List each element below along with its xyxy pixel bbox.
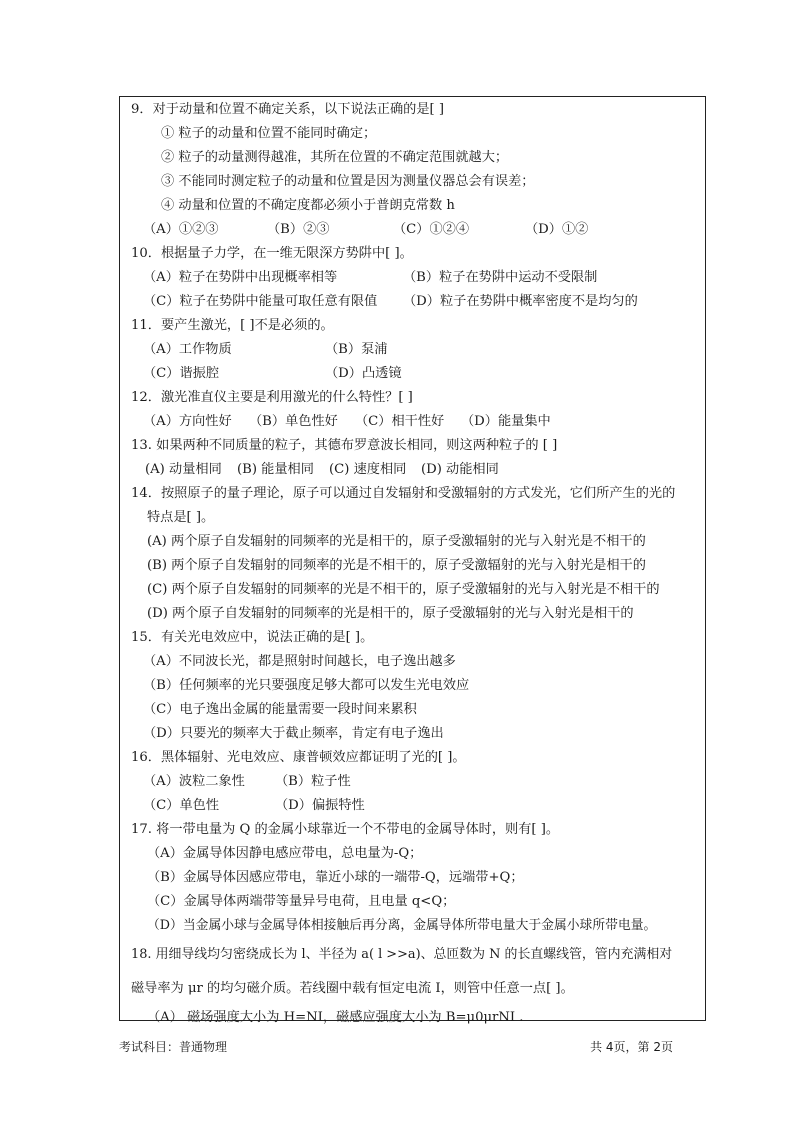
question-stem: 16．黑体辐射、光电效应、康普顿效应都证明了光的[ ]。 — [131, 750, 466, 765]
option-b: （B）单色性好 — [249, 414, 338, 429]
statement-item: ③ 不能同时测定粒子的动量和位置是因为测量仪器总会有误差； — [161, 174, 535, 189]
statement-item: ② 粒子的动量测得越准，其所在位置的不确定范围就越大； — [161, 150, 509, 165]
option-a: （A）不同波长光，都是照射时间越长，电子逸出越多 — [143, 654, 456, 669]
option-b: (B) 能量相同 — [237, 462, 314, 477]
question-stem-continued: 特点是[ ]。 — [147, 510, 215, 525]
option-d: （D）凸透镜 — [325, 366, 402, 381]
option-b: （B）泵浦 — [325, 342, 388, 357]
question-stem: 9．对于动量和位置不确定关系，以下说法正确的是[ ] — [131, 102, 444, 117]
option-c: (C) 两个原子自发辐射的同频率的光是不相干的，原子受激辐射的光与入射光是不相干的 — [147, 582, 660, 597]
option-d: （D）当金属小球与金属导体相接触后再分离，金属导体所带电量大于金属小球所带电量。 — [147, 918, 657, 933]
question-12 — [131, 386, 711, 434]
option-d: (D) 两个原子自发辐射的同频率的光是相干的，原子受激辐射的光与入射光是相干的 — [147, 606, 634, 621]
question-stem: 14．按照原子的量子理论，原子可以通过自发辐射和受激辐射的方式发光，它们所产生的光的 — [131, 486, 676, 501]
question-18 — [131, 938, 711, 1030]
option-c: (C) 速度相同 — [329, 462, 407, 477]
options-row — [131, 218, 711, 242]
option-a: (A) 动量相同 — [145, 462, 222, 477]
options-row — [131, 410, 711, 434]
option-b: （B）金属导体因感应带电，靠近小球的一端带-Q，远端带+Q； — [147, 870, 524, 885]
option-b: (B) 两个原子自发辐射的同频率的光是不相干的，原子受激辐射的光与入射光是相干的 — [147, 558, 646, 573]
exam-subject: 考试科目：普通物理 — [119, 1040, 228, 1054]
options-row — [131, 362, 711, 386]
option-d: （D）①② — [525, 222, 589, 237]
option-a: （A）①②③ — [143, 222, 219, 237]
question-stem: 17. 将一带电量为 Q 的金属小球靠近一个不带电的金属导体时，则有[ ]。 — [131, 822, 560, 837]
option-a: （A）金属导体因静电感应带电，总电量为-Q； — [147, 846, 423, 861]
statement-item: ④ 动量和位置的不确定度都必须小于普朗克常数 h — [161, 198, 455, 213]
options-row — [131, 794, 711, 818]
question-17 — [131, 818, 711, 938]
question-stem: 11．要产生激光，[ ]不是必须的。 — [131, 318, 334, 333]
option-b: （B）粒子在势阱中运动不受限制 — [403, 270, 598, 285]
option-c: （C）粒子在势阱中能量可取任意有限值 — [143, 294, 378, 309]
option-a: （A） 磁场强度大小为 H=NI，磁感应强度大小为 B=μ0μrNI . — [147, 1010, 524, 1025]
option-a: （A）波粒二象性 — [143, 774, 245, 789]
option-b: （B）粒子性 — [275, 774, 351, 789]
question-stem: 12．激光准直仪主要是利用激光的什么特性？[ ] — [131, 390, 413, 405]
options-row — [131, 770, 711, 794]
options-row — [131, 266, 711, 290]
option-c: （C）金属导体两端带等量异号电荷，且电量 q<Q； — [147, 894, 456, 909]
option-d: （D）偏振特性 — [275, 798, 365, 813]
question-10 — [131, 242, 711, 314]
question-stem: 18. 用细导线均匀密绕成长为 l、半径为 a( l >>a)、总匝数为 N 的长直螺线管，管内充满相对 — [131, 947, 673, 962]
question-stem: 15．有关光电效应中，说法正确的是[ ]。 — [131, 630, 374, 645]
option-a: (A) 两个原子自发辐射的同频率的光是相干的，原子受激辐射的光与入射光是不相干的 — [147, 534, 646, 549]
options-row — [131, 290, 711, 314]
option-d: （D）只要光的频率大于截止频率，肯定有电子逸出 — [143, 726, 444, 741]
option-d: （D）粒子在势阱中概率密度不是均匀的 — [403, 294, 638, 309]
option-b: （B）任何频率的光只要强度足够大都可以发生光电效应 — [143, 678, 470, 693]
question-9 — [131, 98, 711, 242]
question-15 — [131, 626, 711, 746]
option-b: （B）②③ — [267, 222, 330, 237]
option-d: （D）能量集中 — [461, 414, 551, 429]
options-row — [131, 338, 711, 362]
option-c: （C）单色性 — [143, 798, 220, 813]
page-number: 共 4页，第 2页 — [590, 1040, 673, 1054]
option-d: (D) 动能相同 — [421, 462, 499, 477]
option-a: （A）方向性好 — [143, 414, 232, 429]
option-c: （C）①②④ — [393, 222, 470, 237]
option-a: （A）工作物质 — [143, 342, 232, 357]
statement-item: ① 粒子的动量和位置不能同时确定； — [161, 126, 377, 141]
exam-content — [131, 98, 711, 1030]
option-c: （C）电子逸出金属的能量需要一段时间来累积 — [143, 702, 417, 717]
question-stem: 13. 如果两种不同质量的粒子，其德布罗意波长相同，则这两种粒子的 [ ] — [131, 438, 558, 453]
option-c: （C）谐振腔 — [143, 366, 220, 381]
question-13 — [131, 434, 711, 482]
question-stem: 10．根据量子力学，在一维无限深方势阱中[ ]。 — [131, 246, 413, 261]
question-11 — [131, 314, 711, 386]
option-a: （A）粒子在势阱中出现概率相等 — [143, 270, 338, 285]
question-14 — [131, 482, 711, 626]
question-16 — [131, 746, 711, 818]
options-row — [131, 458, 711, 482]
option-c: （C）相干性好 — [355, 414, 445, 429]
question-stem-continued: 磁导率为 μr 的均匀磁介质。若线圈中载有恒定电流 I，则管中任意一点[ ]。 — [131, 981, 574, 996]
